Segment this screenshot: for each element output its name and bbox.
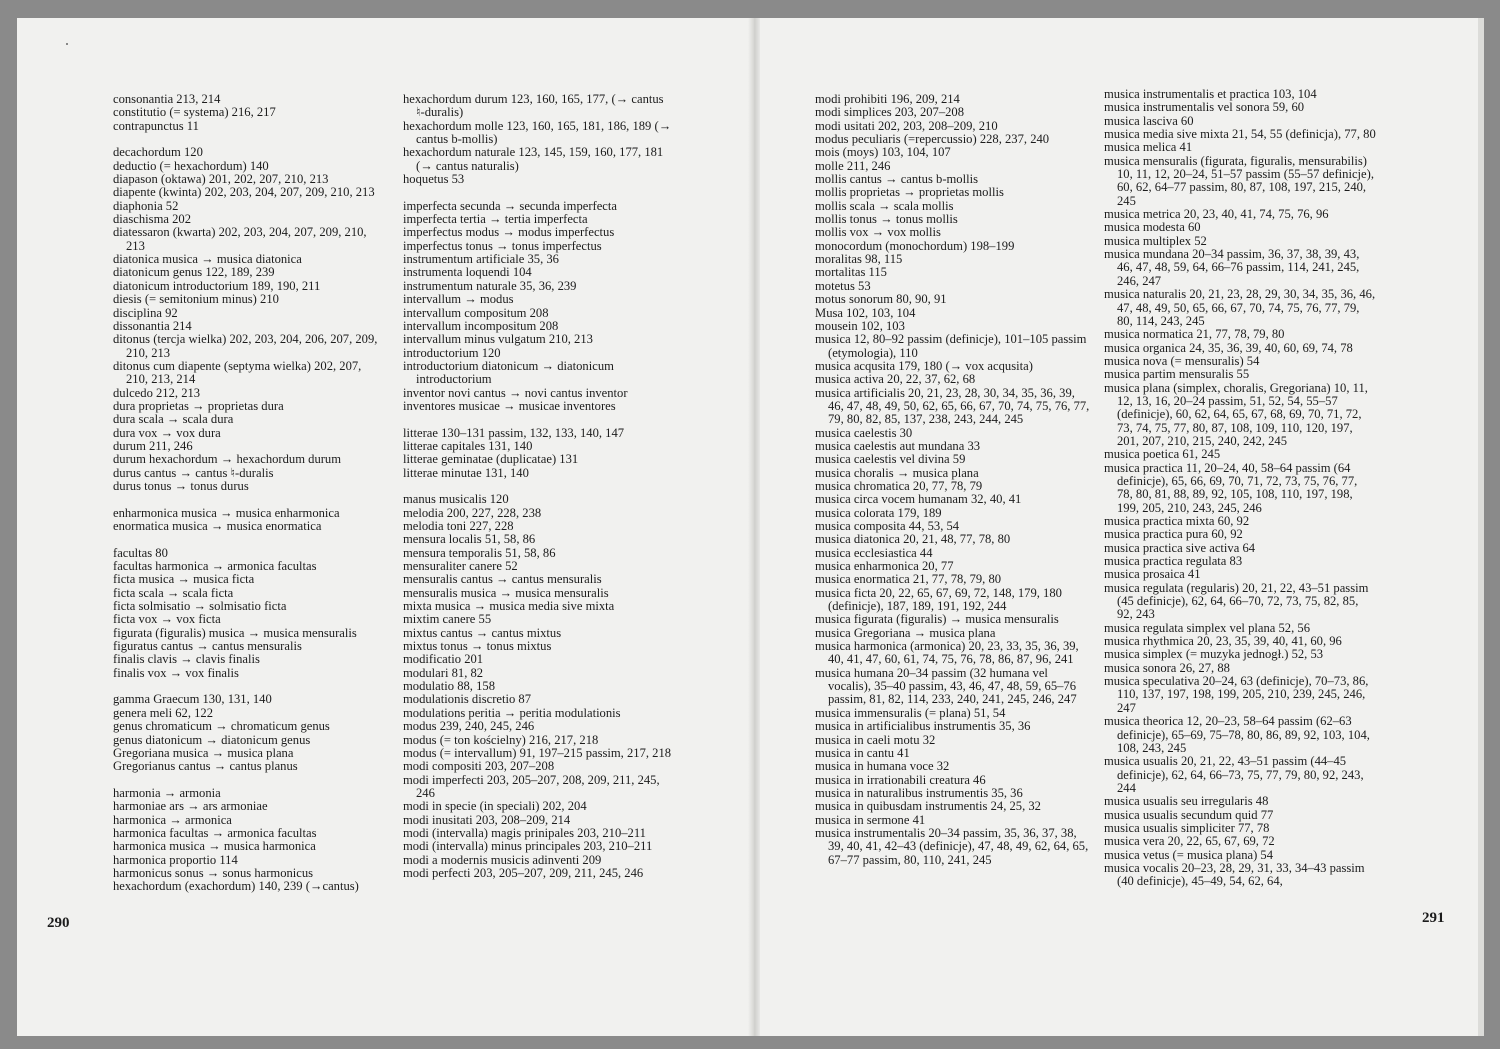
index-entry: imperfecta secunda → secunda imperfecta [403, 198, 617, 213]
index-entry: Gregorianus cantus → cantus planus [113, 759, 298, 774]
index-entry: instrumentum naturale 35, 36, 239 [403, 278, 577, 293]
index-entry: imperfecta tertia → tertia imperfecta [403, 212, 588, 227]
index-entry: dura scala → scala dura [113, 412, 234, 427]
index-entry: musica plana (simplex, choralis, Gregoriana) 10, 11, 12, 13, 16, 20–24 passim, 51, 52, 54, 55–57 (definicje), 60, 62, 64, 65, 67, 68, 69, 70, 71, 72, 73, 74, 75, 77, 80, 87, 108, 109, 110, 120, 197, 201, 207, 210, 215, 240, 242, 245 [1104, 380, 1368, 448]
index-entry: harmonicus sonus → sonus harmonicus [113, 865, 314, 880]
index-entry: Musa 102, 103, 104 [815, 305, 916, 320]
index-entry: musica acqusita 179, 180 (→ vox acqusita) [815, 358, 1033, 373]
index-entry: modi simplices 203, 207–208 [815, 105, 965, 120]
index-entry: litterae 130–131 passim, 132, 133, 140, 147 [403, 425, 625, 440]
index-entry: mollis vox → vox mollis [815, 225, 941, 240]
index-entry: musica melica 41 [1104, 140, 1193, 155]
index-entry: gamma Graecum 130, 131, 140 [113, 692, 272, 707]
index-entry: musica practica mixta 60, 92 [1104, 514, 1250, 528]
index-entry: constitutio (= systema) 216, 217 [113, 105, 276, 120]
index-entry: mensuralis musica → musica mensuralis [403, 585, 609, 600]
index-entry: mixtim canere 55 [403, 612, 492, 627]
index-entry: musica regulata simplex vel plana 52, 56 [1104, 620, 1310, 635]
index-entry: musica nova (= mensuralis) 54 [1104, 353, 1260, 368]
index-entry: musica poetica 61, 245 [1104, 447, 1221, 462]
index-entry: musica figurata (figuralis) → musica mensuralis [815, 612, 1059, 627]
index-entry: musica organica 24, 35, 36, 39, 40, 60, 69, 74, 78 [1104, 340, 1353, 355]
index-entry: consonantia 213, 214 [113, 92, 221, 106]
index-entry: musica circa vocem humanam 32, 40, 41 [815, 492, 1022, 507]
index-entry: harmoniae ars → ars armoniae [113, 799, 268, 814]
index-entry: litterae geminatae (duplicatae) 131 [403, 452, 579, 467]
index-entry: durus tonus → tonus durus [113, 478, 249, 493]
index-column-2 [403, 93, 675, 880]
index-entry: melodia toni 227, 228 [403, 519, 514, 533]
index-entry: musica in humana voce 32 [815, 759, 950, 774]
index-entry: musica simplex (= muzyka jednogł.) 52, 53 [1104, 647, 1324, 662]
index-entry: enharmonica musica → musica enharmonica [113, 505, 340, 520]
letter-group-gap [113, 493, 384, 506]
index-entry: dura vox → vox dura [113, 425, 221, 440]
index-entry: musica usualis seu irregularis 48 [1104, 794, 1269, 809]
index-entry: mortalitas 115 [815, 265, 887, 280]
index-entry: modi prohibiti 196, 209, 214 [815, 92, 960, 106]
index-entry: musica immensuralis (= plana) 51, 54 [815, 705, 1006, 720]
index-entry: motetus 53 [815, 278, 871, 293]
index-entry: inventor novi cantus → novi cantus inventor [403, 385, 628, 400]
index-entry: musica naturalis 20, 21, 23, 28, 29, 30, 34, 35, 36, 46, 47, 48, 49, 50, 65, 66, 67, 70, 74, 75, 76, 77, 79, 80, 114, 243, 245 [1104, 287, 1376, 328]
index-entry: musica practica pura 60, 92 [1104, 527, 1243, 542]
index-entry: modi usitati 202, 203, 208–209, 210 [815, 118, 998, 133]
index-entry: manus musicalis 120 [403, 492, 509, 507]
index-entry: modi in specie (in speciali) 202, 204 [403, 799, 587, 814]
index-entry: ficta scala → scala ficta [113, 585, 234, 600]
index-entry: harmonica → armonica [113, 812, 232, 827]
page-number-left: 290 [47, 915, 70, 931]
index-entry: modulatio 88, 158 [403, 679, 495, 694]
index-entry: instrumenta loquendi 104 [403, 265, 532, 280]
index-entry: imperfectus tonus → tonus imperfectus [403, 238, 602, 253]
index-entry: musica in caeli motu 32 [815, 732, 936, 747]
index-entry: musica in quibusdam instrumentis 24, 25, 32 [815, 799, 1041, 814]
index-entry: mensuraliter canere 52 [403, 559, 518, 574]
index-entry: facultas 80 [113, 545, 168, 560]
index-entry: harmonica facultas → armonica facultas [113, 825, 317, 840]
index-entry: musica prosaica 41 [1104, 567, 1201, 582]
index-entry: genus diatonicum → diatonicum genus [113, 732, 311, 747]
letter-group-gap [403, 480, 675, 493]
index-entry: mensura localis 51, 58, 86 [403, 532, 536, 547]
index-entry: musica regulata (regularis) 20, 21, 22, 43–51 passim (45 definicje), 62, 64, 66–70, 72, 73, 75, 82, 85, 92, 243 [1104, 580, 1369, 622]
index-entry: musica instrumentalis vel sonora 59, 60 [1104, 100, 1305, 115]
index-entry: mois (moys) 103, 104, 107 [815, 145, 951, 160]
index-entry: musica speculativa 20–24, 63 (definicje), 70–73, 86, 110, 137, 197, 198, 199, 205, 210, 239, 245, 246, 247 [1104, 674, 1369, 715]
index-entry: diapente (kwinta) 202, 203, 204, 207, 209, 210, 213 [113, 185, 375, 200]
index-entry: modulationis discretio 87 [403, 692, 532, 707]
index-entry: musica modesta 60 [1104, 220, 1201, 235]
index-entry: litterae capitales 131, 140 [403, 438, 533, 453]
index-entry: ficta musica → musica ficta [113, 572, 255, 587]
index-entry: musica instrumentalis 20–34 passim, 35, 36, 37, 38, 39, 40, 41, 42–43 (definicje), 47, 48, 49, 62, 64, 65, 67–77 passim, 80, 110, 241, 245 [815, 825, 1089, 867]
index-entry: disciplina 92 [113, 305, 178, 320]
index-entry: contrapunctus 11 [113, 118, 199, 133]
index-entry: musica vera 20, 22, 65, 67, 69, 72 [1104, 834, 1275, 849]
index-entry: ficta vox → vox ficta [113, 612, 221, 627]
index-entry: musica composita 44, 53, 54 [815, 519, 960, 533]
index-column-1 [113, 93, 384, 894]
index-entry: intervallum compositum 208 [403, 305, 549, 320]
index-entry: musica mundana 20–34 passim, 36, 37, 38, 39, 43, 46, 47, 48, 59, 64, 66–76 passim, 114, 241, 245, 246, 247 [1104, 247, 1360, 288]
index-entry: modus 239, 240, 245, 246 [403, 719, 535, 734]
index-entry: musica 12, 80–92 passim (definicje), 101–105 passim (etymologia), 110 [815, 332, 1087, 360]
index-entry: durum hexachordum → hexachordum durum [113, 452, 342, 467]
letter-group-gap [403, 186, 675, 199]
index-entry: musica theorica 12, 20–23, 58–64 passim (62–63 definicje), 65–69, 75–78, 80, 86, 89, 92, 103, 104, 108, 243, 245 [1104, 714, 1370, 755]
index-entry: dura proprietas → proprietas dura [113, 398, 284, 413]
index-entry: genera meli 62, 122 [113, 705, 214, 720]
index-entry: moralitas 98, 115 [815, 252, 903, 267]
index-entry: ditonus (tercja wielka) 202, 203, 204, 206, 207, 209, 210, 213 [113, 332, 378, 360]
index-entry: musica practica regulata 83 [1104, 554, 1243, 569]
index-entry: musica metrica 20, 23, 40, 41, 74, 75, 76, 96 [1104, 207, 1329, 222]
index-entry: musica colorata 179, 189 [815, 505, 942, 520]
index-entry: musica vocalis 20–23, 28, 29, 31, 33, 34–43 passim (40 definicje), 45–49, 54, 62, 64, [1104, 860, 1365, 889]
index-entry: facultas harmonica → armonica facultas [113, 559, 317, 574]
index-entry: imperfectus modus → modus imperfectus [403, 225, 615, 240]
index-column-3 [815, 93, 1092, 867]
index-entry: ficta solmisatio → solmisatio ficta [113, 599, 287, 614]
letter-group-gap [403, 413, 675, 426]
index-entry: intervallum → modus [403, 292, 514, 307]
index-entry: diatonica musica → musica diatonica [113, 252, 302, 267]
index-entry: figurata (figuralis) musica → musica mensuralis [113, 625, 357, 640]
index-entry: musica media sive mixta 21, 54, 55 (definicja), 77, 80 [1104, 127, 1376, 142]
index-entry: finalis clavis → clavis finalis [113, 652, 260, 667]
index-entry: musica rhythmica 20, 23, 35, 39, 40, 41, 60, 96 [1104, 634, 1342, 649]
index-entry: introductorium diatonicum → diatonicum introductorium [403, 358, 614, 387]
index-entry: litterae minutae 131, 140 [403, 465, 529, 480]
index-entry: motus sonorum 80, 90, 91 [815, 292, 947, 307]
index-entry: musica caelestis aut mundana 33 [815, 438, 981, 453]
letter-group-gap [113, 774, 384, 787]
index-entry: inventores musicae → musicae inventores [403, 398, 616, 413]
index-entry: musica harmonica (armonica) 20, 23, 33, 35, 36, 39, 40, 41, 47, 60, 61, 74, 75, 76, 78, 86, 87, 96, 241 [815, 639, 1079, 667]
index-entry: musica ficta 20, 22, 65, 67, 69, 72, 148, 179, 180 (definicje), 187, 189, 191, 192, 244 [815, 585, 1062, 614]
index-entry: harmonica musica → musica harmonica [113, 839, 316, 854]
index-entry: Gregoriana musica → musica plana [113, 745, 294, 760]
index-entry: musica normatica 21, 77, 78, 79, 80 [1104, 327, 1285, 342]
page-number-right: 291 [1422, 910, 1445, 926]
index-entry: musica vetus (= musica plana) 54 [1104, 847, 1274, 862]
index-entry: figuratus cantus → cantus mensuralis [113, 639, 302, 654]
index-entry: musica partim mensuralis 55 [1104, 367, 1250, 382]
index-entry: harmonica proportio 114 [113, 852, 238, 867]
index-entry: hoquetus 53 [403, 172, 465, 187]
index-column-4 [1104, 88, 1376, 889]
index-entry: musica lasciva 60 [1104, 113, 1194, 128]
index-entry: musica ecclesiastica 44 [815, 545, 933, 560]
index-entry: hexachordum (exachordum) 140, 239 (→cantus) [113, 879, 359, 894]
index-entry: modi (intervalla) magis prinipales 203, 210–211 [403, 825, 646, 840]
index-entry: musica practica sive activa 64 [1104, 540, 1256, 555]
index-entry: musica sonora 26, 27, 88 [1104, 660, 1230, 675]
index-entry: enormatica musica → musica enormatica [113, 519, 322, 533]
index-entry: hexachordum durum 123, 160, 165, 177, (→ cantus ♮-duralis) [403, 92, 664, 120]
index-entry: modificatio 201 [403, 652, 484, 667]
index-entry: modi perfecti 203, 205–207, 209, 211, 245, 246 [403, 865, 644, 880]
index-entry: musica choralis → musica plana [815, 465, 979, 480]
index-entry: dissonantia 214 [113, 318, 192, 333]
index-entry: modi (intervalla) minus principales 203, 210–211 [403, 839, 653, 854]
index-entry: musica chromatica 20, 77, 78, 79 [815, 478, 983, 493]
index-entry: hexachordum molle 123, 160, 165, 181, 186, 189 (→ cantus b-mollis) [403, 118, 672, 147]
index-entry: musica caelestis 30 [815, 425, 913, 440]
scan-speck [66, 43, 68, 45]
index-entry: mollis cantus → cantus b-mollis [815, 172, 979, 187]
index-entry: diesis (= semitonium minus) 210 [113, 292, 279, 307]
page-edge [1478, 18, 1484, 1036]
index-entry: diapason (oktawa) 201, 202, 207, 210, 213 [113, 172, 329, 187]
index-entry: musica in artificialibus instrumentis 35, 36 [815, 719, 1031, 734]
index-entry: monocordum (monochordum) 198–199 [815, 238, 1015, 253]
index-entry: modus (= intervallum) 91, 197–215 passim, 217, 218 [403, 745, 672, 760]
index-entry: musica mensuralis (figurata, figuralis, mensurabilis) 10, 11, 12, 20–24, 51–57 passim (55–57 definicje), 60, 62, 64–77 passim, 80, 87, 108, 197, 215, 240, 245 [1104, 153, 1374, 208]
index-entry: hexachordum naturale 123, 145, 159, 160, 177, 181 (→ cantus naturalis) [403, 145, 664, 173]
index-entry: mollis tonus → tonus mollis [815, 212, 958, 227]
index-entry: instrumentum artificiale 35, 36 [403, 252, 559, 267]
index-entry: decachordum 120 [113, 145, 203, 160]
index-entry: deductio (= hexachordum) 140 [113, 158, 269, 173]
index-entry: mousein 102, 103 [815, 318, 905, 333]
letter-group-gap [113, 133, 384, 146]
index-entry: modus peculiaris (=repercussio) 228, 237, 240 [815, 132, 1050, 147]
index-entry: diaschisma 202 [113, 212, 191, 227]
index-entry: mixtus tonus → tonus mixtus [403, 639, 552, 654]
index-entry: modi inusitati 203, 208–209, 214 [403, 812, 571, 827]
index-entry: modulations peritia → peritia modulationis [403, 705, 621, 720]
index-entry: musica in irrationabili creatura 46 [815, 772, 986, 787]
index-entry: dulcedo 212, 213 [113, 385, 201, 400]
index-entry: musica artificialis 20, 21, 23, 28, 30, 34, 35, 36, 39, 46, 47, 48, 49, 50, 62, 65, 66, 67, 70, 74, 75, 76, 77, 79, 80, 82, 85, 137, 238, 243, 244, 245 [815, 385, 1090, 427]
index-entry: musica enormatica 21, 77, 78, 79, 80 [815, 572, 1002, 587]
index-entry: musica usualis secundum quid 77 [1104, 807, 1274, 822]
index-entry: musica caelestis vel divina 59 [815, 452, 966, 467]
index-entry: durus cantus → cantus ♮-duralis [113, 465, 274, 480]
index-entry: musica in sermone 41 [815, 812, 926, 827]
index-entry: modi imperfecti 203, 205–207, 208, 209, 211, 245, 246 [403, 772, 660, 800]
index-entry: genus chromaticum → chromaticum genus [113, 719, 330, 734]
index-entry: musica in naturalibus instrumentis 35, 36 [815, 785, 1023, 800]
index-entry: finalis vox → vox finalis [113, 665, 239, 680]
index-entry: musica usualis 20, 21, 22, 43–51 passim (44–45 definicje), 62, 64, 66–73, 75, 77, 79, 80, 92, 243, 244 [1104, 754, 1364, 795]
index-entry: mensuralis cantus → cantus mensuralis [403, 572, 602, 587]
letter-group-gap [113, 533, 384, 546]
index-entry: musica practica 11, 20–24, 40, 58–64 passim (64 definicje), 65, 66, 69, 70, 71, 72, 73, 75, 76, 77, 78, 80, 81, 88, 89, 92, 105, 108, 110, 197, 198, 199, 205, 210, 243, 245, 246 [1104, 460, 1358, 515]
index-entry: mixtus cantus → cantus mixtus [403, 625, 562, 640]
index-entry: intervallum incompositum 208 [403, 318, 559, 333]
index-entry: diatonicum introductorium 189, 190, 211 [113, 278, 321, 293]
index-entry: mollis proprietas → proprietas mollis [815, 185, 1004, 200]
index-entry: durum 211, 246 [113, 438, 193, 453]
index-entry: diaphonia 52 [113, 198, 179, 213]
book-gutter [748, 18, 760, 1036]
index-entry: musica multiplex 52 [1104, 233, 1207, 248]
index-entry: harmonia → armonia [113, 785, 221, 800]
index-entry: introductorium 120 [403, 345, 501, 360]
index-entry: mensura temporalis 51, 58, 86 [403, 545, 556, 560]
index-entry: musica activa 20, 22, 37, 62, 68 [815, 372, 976, 387]
index-entry: musica humana 20–34 passim (32 humana vel vocalis), 35–40 passim, 43, 46, 47, 48, 59, 65–76 passim, 81, 82, 114, 233, 240, 241, 245, 246, 247 [815, 665, 1077, 707]
index-entry: melodia 200, 227, 228, 238 [403, 505, 542, 520]
index-entry: modi a modernis musicis adinventi 209 [403, 852, 602, 867]
index-entry: diatessaron (kwarta) 202, 203, 204, 207, 209, 210, 213 [113, 225, 367, 253]
index-entry: intervallum minus vulgatum 210, 213 [403, 332, 593, 347]
index-entry: musica instrumentalis et practica 103, 104 [1104, 87, 1317, 101]
index-entry: mollis scala → scala mollis [815, 198, 954, 213]
index-entry: ditonus cum diapente (septyma wielka) 202, 207, 210, 213, 214 [113, 358, 362, 387]
letter-group-gap [113, 680, 384, 693]
index-entry: diatonicum genus 122, 189, 239 [113, 265, 275, 280]
index-entry: musica in cantu 41 [815, 745, 910, 760]
index-entry: musica Gregoriana → musica plana [815, 625, 996, 640]
index-entry: musica usualis simpliciter 77, 78 [1104, 820, 1270, 835]
index-entry: modus (= ton kościelny) 216, 217, 218 [403, 732, 599, 747]
index-entry: musica enharmonica 20, 77 [815, 559, 954, 574]
index-entry: modulari 81, 82 [403, 665, 484, 680]
index-entry: modi compositi 203, 207–208 [403, 759, 555, 774]
index-entry: mixta musica → musica media sive mixta [403, 599, 615, 614]
index-entry: molle 211, 246 [815, 158, 891, 173]
index-entry: musica diatonica 20, 21, 48, 77, 78, 80 [815, 532, 1011, 547]
